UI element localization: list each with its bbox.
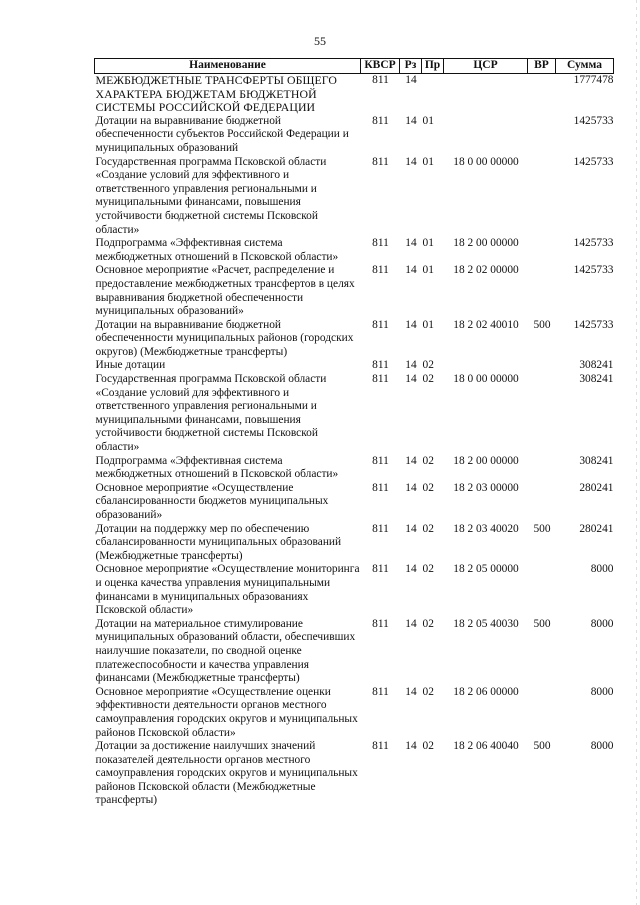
- header-name: Наименование: [95, 59, 361, 74]
- row-name: Дотации на выравнивание бюджетной обеспеченности субъектов Российской Федерации и муниципальных образований: [95, 114, 349, 154]
- row-pr: 01: [422, 155, 434, 168]
- table-row: [95, 237, 614, 264]
- table-row: [95, 563, 614, 617]
- row-rz: 14: [405, 74, 417, 86]
- row-pr: 01: [422, 114, 434, 127]
- row-csr: 18 2 02 00000: [453, 264, 519, 277]
- row-vr: [528, 359, 556, 373]
- row-kvsr: 811: [372, 685, 389, 698]
- row-sum: 1777478: [573, 74, 614, 86]
- table-row: [95, 359, 614, 373]
- row-name: Государственная программа Псковской области «Создание условий для эффективного и ответственного управления региональными и муниципальными финансами, повышения устойчивости бюджетной системы Псковской области»: [95, 373, 327, 454]
- row-sum: 1425733: [573, 318, 614, 331]
- table-row: [95, 618, 614, 686]
- row-vr: [528, 115, 556, 156]
- row-sum: 1425733: [573, 237, 614, 250]
- row-kvsr: 811: [372, 740, 389, 753]
- row-rz: 14: [405, 155, 417, 168]
- row-pr: 02: [422, 617, 434, 630]
- row-vr: [528, 482, 556, 523]
- row-vr: [528, 373, 556, 455]
- row-rz: 14: [405, 359, 417, 372]
- row-kvsr: 811: [372, 74, 389, 86]
- row-name: Подпрограмма «Эффективная система межбюджетных отношений в Псковской области»: [95, 237, 339, 263]
- row-rz: 14: [405, 373, 417, 386]
- row-name: Основное мероприятие «Осуществление оценки эффективности деятельности органов местного самоуправления городских округов и муниципальных районов Псковской области»: [95, 685, 358, 739]
- row-sum: 280241: [579, 522, 614, 535]
- header-rz: Рз: [400, 59, 422, 74]
- row-csr: 18 2 03 40020: [453, 522, 519, 535]
- row-kvsr: 811: [372, 522, 389, 535]
- row-rz: 14: [405, 264, 417, 277]
- table-row: [95, 74, 614, 115]
- row-pr: 02: [422, 359, 434, 372]
- row-name: МЕЖБЮДЖЕТНЫЕ ТРАНСФЕРТЫ ОБЩЕГО ХАРАКТЕРА БЮДЖЕТАМ БЮДЖЕТНОЙ СИСТЕМЫ РОССИЙСКОЙ ФЕДЕРАЦИИ: [95, 73, 338, 115]
- row-pr: 01: [422, 237, 434, 250]
- row-name: Основное мероприятие «Расчет, распределение и предоставление межбюджетных трансфертов в целях выравнивания бюджетной обеспеченности муниципальных образований»: [95, 264, 355, 318]
- row-sum: 308241: [579, 359, 614, 372]
- table-row: [95, 686, 614, 740]
- row-name: Иные дотации: [95, 359, 166, 372]
- row-vr: [528, 563, 556, 617]
- row-rz: 14: [405, 563, 417, 576]
- row-vr: [528, 156, 556, 238]
- row-sum: 1425733: [573, 264, 614, 277]
- row-csr: 18 0 00 00000: [453, 373, 519, 386]
- row-sum: 280241: [579, 481, 614, 494]
- row-pr: 01: [422, 264, 434, 277]
- row-kvsr: 811: [372, 155, 389, 168]
- row-vr: 500: [533, 617, 551, 630]
- row-sum: 8000: [590, 685, 614, 698]
- row-kvsr: 811: [372, 617, 389, 630]
- row-pr: 02: [422, 373, 434, 386]
- row-vr: 500: [533, 522, 551, 535]
- row-kvsr: 811: [372, 237, 389, 250]
- row-csr: 18 2 05 40030: [453, 617, 519, 630]
- row-vr: [528, 237, 556, 264]
- row-sum: 1425733: [573, 114, 614, 127]
- row-pr: 02: [422, 522, 434, 535]
- row-pr: [422, 74, 444, 115]
- row-kvsr: 811: [372, 373, 389, 386]
- row-vr: [528, 455, 556, 482]
- table-body: [95, 74, 614, 809]
- row-rz: 14: [405, 740, 417, 753]
- row-name: Государственная программа Псковской области «Создание условий для эффективного и ответственного управления региональными и муниципальными финансами, повышения устойчивости бюджетной системы Псковской области»: [95, 155, 327, 236]
- row-csr: [444, 359, 528, 373]
- row-name: Дотации на поддержку мер по обеспечению сбалансированности муниципальных образований (Межбюджетные трансферты): [95, 522, 342, 562]
- row-rz: 14: [405, 454, 417, 467]
- table-row: [95, 523, 614, 564]
- row-rz: 14: [405, 318, 417, 331]
- row-kvsr: 811: [372, 563, 389, 576]
- header-csr: ЦСР: [444, 59, 528, 74]
- row-pr: 02: [422, 740, 434, 753]
- row-kvsr: 811: [372, 318, 389, 331]
- table-row: [95, 115, 614, 156]
- row-kvsr: 811: [372, 454, 389, 467]
- row-rz: 14: [405, 522, 417, 535]
- row-sum: 308241: [579, 373, 614, 386]
- page-number: 55: [314, 34, 326, 48]
- row-rz: 14: [405, 685, 417, 698]
- row-csr: [444, 74, 528, 115]
- row-vr: 500: [533, 318, 551, 331]
- row-kvsr: 811: [372, 481, 389, 494]
- row-sum: 308241: [579, 454, 614, 467]
- row-rz: 14: [405, 481, 417, 494]
- row-csr: 18 2 02 40010: [453, 318, 519, 331]
- table-row: [95, 740, 614, 808]
- row-name: Основное мероприятие «Осуществление мониторинга и оценка качества управления муниципальными финансами в муниципальных образованиях Псковской области»: [95, 563, 360, 617]
- row-csr: 18 2 06 40040: [453, 740, 519, 753]
- row-name: Дотации на выравнивание бюджетной обеспеченности муниципальных районов (городских округов) (Межбюджетные трансферты): [95, 318, 354, 358]
- row-name: Подпрограмма «Эффективная система межбюджетных отношений в Псковской области»: [95, 454, 339, 481]
- row-rz: 14: [405, 617, 417, 630]
- row-kvsr: 811: [372, 359, 389, 372]
- row-vr: 500: [533, 740, 551, 753]
- table-row: [95, 482, 614, 523]
- row-sum: 8000: [590, 740, 614, 753]
- row-csr: 18 2 00 00000: [453, 237, 519, 250]
- row-kvsr: 811: [372, 114, 389, 127]
- header-sum: Сумма: [556, 59, 614, 74]
- table-header: [95, 59, 614, 74]
- budget-table: [94, 58, 614, 808]
- table-row: [95, 156, 614, 238]
- row-csr: 18 2 03 00000: [453, 481, 519, 494]
- row-name: Дотации за достижение наилучших значений показателей деятельности органов местного самоуправления городских округов и муниципальных районов Псковской области (Межбюджетные трансферты): [95, 740, 358, 807]
- row-pr: 02: [422, 454, 434, 467]
- row-sum: 8000: [590, 563, 614, 576]
- row-csr: 18 2 05 00000: [453, 563, 519, 576]
- row-csr: 18 2 00 00000: [453, 454, 519, 467]
- table-row: [95, 455, 614, 482]
- row-vr: [528, 686, 556, 740]
- header-pr: Пр: [422, 59, 444, 74]
- row-kvsr: 811: [372, 264, 389, 277]
- header-vr: ВР: [528, 59, 556, 74]
- header-kvsr: КВСР: [361, 59, 400, 74]
- row-csr: 18 0 00 00000: [453, 155, 519, 168]
- row-rz: 14: [405, 237, 417, 250]
- row-pr: 02: [422, 685, 434, 698]
- row-sum: 8000: [590, 617, 614, 630]
- row-csr: [444, 115, 528, 156]
- row-rz: 14: [405, 114, 417, 127]
- row-name: Дотации на материальное стимулирование муниципальных образований области, обеспечивших наилучшие показатели, по сводной оценке платежеспособности и качества управления финансами (Межбюджетные трансферты): [95, 617, 356, 685]
- table-row: [95, 319, 614, 360]
- scan-edge: [636, 0, 637, 905]
- row-pr: 02: [422, 481, 434, 494]
- row-csr: 18 2 06 00000: [453, 685, 519, 698]
- row-pr: 02: [422, 563, 434, 576]
- row-name: Основное мероприятие «Осуществление сбалансированности бюджетов муниципальных образований»: [95, 481, 329, 521]
- table-row: [95, 264, 614, 318]
- row-vr: [528, 74, 556, 115]
- row-vr: [528, 264, 556, 318]
- row-sum: 1425733: [573, 155, 614, 168]
- table-row: [95, 373, 614, 455]
- row-pr: 01: [422, 318, 434, 331]
